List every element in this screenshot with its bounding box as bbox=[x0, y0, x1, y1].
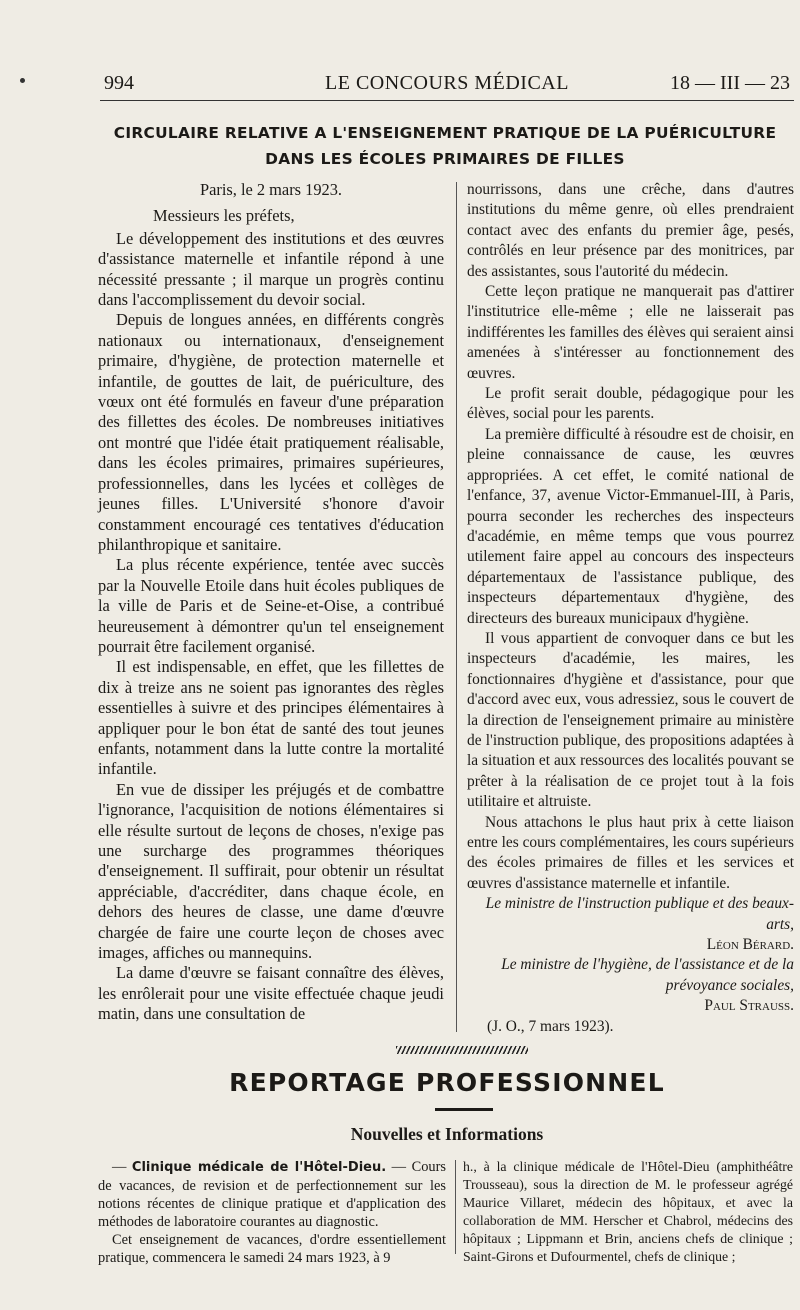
section-ornament bbox=[396, 1046, 528, 1054]
paragraph: Depuis de longues années, en différents congrès nationaux ou internationaux, d'enseignement primaire, d'hygiène, de protection maternelle et infantile, de gouttes de lait, de puériculture, des vœux ont été formulés en faveur d'une préparation des fillettes des écoles. De nombreuses initiatives ont montré que l'idée était pratiquement réalisable, dans les écoles primaires, primaires supérieures, professionnelles, dans les lycées et collèges de jeunes filles. L'Université s'honore d'avoir constamment encouragé ces tentatives d'éducation philanthropique et sanitaire. bbox=[98, 310, 444, 554]
issue-date: 18 — III — 23 bbox=[670, 72, 790, 94]
paragraph: Cette leçon pratique ne manquerait pas d'attirer l'institutrice elle-même ; elle ne laisserait pas indifférentes les familles des élèves qui seraient ainsi amenées à s'intéresser au fonctionnement des œuvres. bbox=[467, 283, 794, 382]
news-rubric: Clinique médicale de l'Hôtel-Dieu. bbox=[131, 1160, 387, 1175]
news-left-column bbox=[98, 1158, 446, 1267]
journal-title: LE CONCOURS MÉDICAL bbox=[325, 72, 569, 94]
circular-title bbox=[98, 120, 792, 172]
circular-title-line2: DANS LES ÉCOLES PRIMAIRES DE FILLES bbox=[265, 150, 625, 168]
paragraph: nourrissons, dans une crêche, dans d'autres institutions du même genre, où elles prendraient contact avec des enfants du premier âge, pesés, contrôlés en leur présence par des monitrices, par des assistantes, sous l'autorité du médecin. bbox=[467, 181, 794, 280]
scan-dot bbox=[20, 78, 25, 83]
salutation: Messieurs les préfets, bbox=[153, 206, 295, 226]
paragraph: La dame d'œuvre se faisant connaître des élèves, les enrôlerait pour une visite effectuée chaque jeudi matin, dans une consultation de bbox=[98, 963, 444, 1024]
news-paragraph: Cet enseignement de vacances, d'ordre essentiellement pratique, commencera le samedi 24 mars 1923, à 9 bbox=[98, 1232, 446, 1266]
paragraph: Il est indispensable, en effet, que les fillettes de dix à treize ans ne soient pas ignorantes des règles essentielles à suivre et des principes élémentaires à appliquer pour le bon état de santé des tout jeunes enfants, notamment dans la lutte contre la mortalité infantile. bbox=[98, 657, 444, 779]
paragraph: En vue de dissiper les préjugés et de combattre l'ignorance, l'acquisition de notions élémentaires si elle résulte surtout de leçons de choses, n'exige pas une surcharge des programmes théoriques d'enseignement. Il suffirait, pour obtenir un résultat appréciable, d'accréditer, dans chaque école, en dehors des heures de classe, une dame d'œuvre chargée de faire une courte leçon de choses avec images, affiches ou mannequins. bbox=[98, 779, 444, 963]
paragraph: Le profit serait double, pédagogique pour les élèves, social pour les parents. bbox=[467, 385, 794, 423]
circular-right-column bbox=[467, 180, 794, 1037]
signature1-name: Léon Bérard. bbox=[706, 936, 794, 954]
dateline: Paris, le 2 mars 1923. bbox=[199, 180, 343, 199]
paragraph: La plus récente expérience, tentée avec succès par la Nouvelle Etoile dans huit écoles publiques de la ville de Paris et de Seine-et-Oise, a contribué heureusement à démontrer qu'un tel enseignement pourrait être facilement organisé. bbox=[98, 555, 444, 656]
signature1-title: Le ministre de l'instruction publique et des beaux-arts, bbox=[485, 895, 794, 933]
page-number: 994 bbox=[104, 72, 134, 94]
news-right-column bbox=[463, 1158, 793, 1266]
header-rule bbox=[100, 100, 794, 101]
news-text: Cours de vacances, de revision et de perfectionnement sur les notions récentes de clinique pratique et d'application des méthodes de laboratoire courantes au diagnostic. bbox=[98, 1159, 446, 1230]
paragraph: Nous attachons le plus haut prix à cette liaison entre les cours complémentaires, les cours supérieurs des écoles primaires de filles et les services et œuvres d'assistance maternelle et infantile. bbox=[467, 813, 794, 892]
page-header bbox=[104, 70, 790, 100]
column-divider bbox=[456, 182, 457, 1032]
signature2-name: Paul Strauss. bbox=[704, 997, 794, 1015]
signature2-title: Le ministre de l'hygiène, de l'assistance et de la prévoyance sociales, bbox=[501, 956, 794, 994]
news-paragraph: — Clinique médicale de l'Hôtel-Dieu. — Cours de vacances, de revision et de perfectionnement sur les notions récentes de clinique pratique et d'application des méthodes de laboratoire courantes au diagnostic. bbox=[98, 1159, 446, 1230]
news-column-divider bbox=[455, 1160, 456, 1254]
news-paragraph: h., à la clinique médicale de l'Hôtel-Dieu (amphithéâtre Trousseau), sous la direction de M. le professeur agrégé Maurice Villaret, médecin des hôpitaux, et avec la collaboration de MM. Herscher et Chabrol, médecins des hôpitaux ; Lippmann et Brin, anciens chefs de clinique ; Saint-Girons et Dufourmentel, chefs de clinique ; bbox=[463, 1159, 793, 1264]
section-title: REPORTAGE PROFESSIONNEL bbox=[229, 1068, 665, 1097]
subsection-title: Nouvelles et Informations bbox=[350, 1124, 544, 1144]
circular-title-line1: CIRCULAIRE RELATIVE A L'ENSEIGNEMENT PRATIQUE DE LA PUÉRICULTURE bbox=[113, 124, 777, 142]
paragraph: La première difficulté à résoudre est de choisir, en pleine connaissance de cause, les œuvres appropriées. A cet effet, le comité national de l'enfance, 37, avenue Victor-Emmanuel-III, à Paris, pourra seconder les recherches des inspecteurs d'académie, en même temps que vous pourrez utilement faire appel au concours des inspecteurs départementaux de l'assistance publique, des inspecteurs départementaux d'hygiène, des directeurs des bureaux municipaux d'hygiène. bbox=[467, 425, 794, 627]
circular-left-column bbox=[98, 180, 444, 1025]
section-rule bbox=[435, 1108, 493, 1111]
source-citation: (J. O., 7 mars 1923). bbox=[487, 1017, 614, 1035]
paragraph: Le développement des institutions et des œuvres d'assistance maternelle et infantile répond à une nécessité pressante ; il marque un progrès continu dans l'accomplissement du devoir social. bbox=[98, 228, 444, 310]
paragraph: Il vous appartient de convoquer dans ce but les inspecteurs d'académie, les maires, les fonctionnaires d'hygiène et d'assistance, pour que d'accord avec eux, vous adressiez, sous le couvert de la direction de l'enseignement primaire au ministère de l'instruction publique, des propositions adaptées à la situation et aux ressources des localités pouvant se prêter à la réalisation de ce projet tout à la fois utilitaire et altruiste. bbox=[467, 629, 794, 811]
